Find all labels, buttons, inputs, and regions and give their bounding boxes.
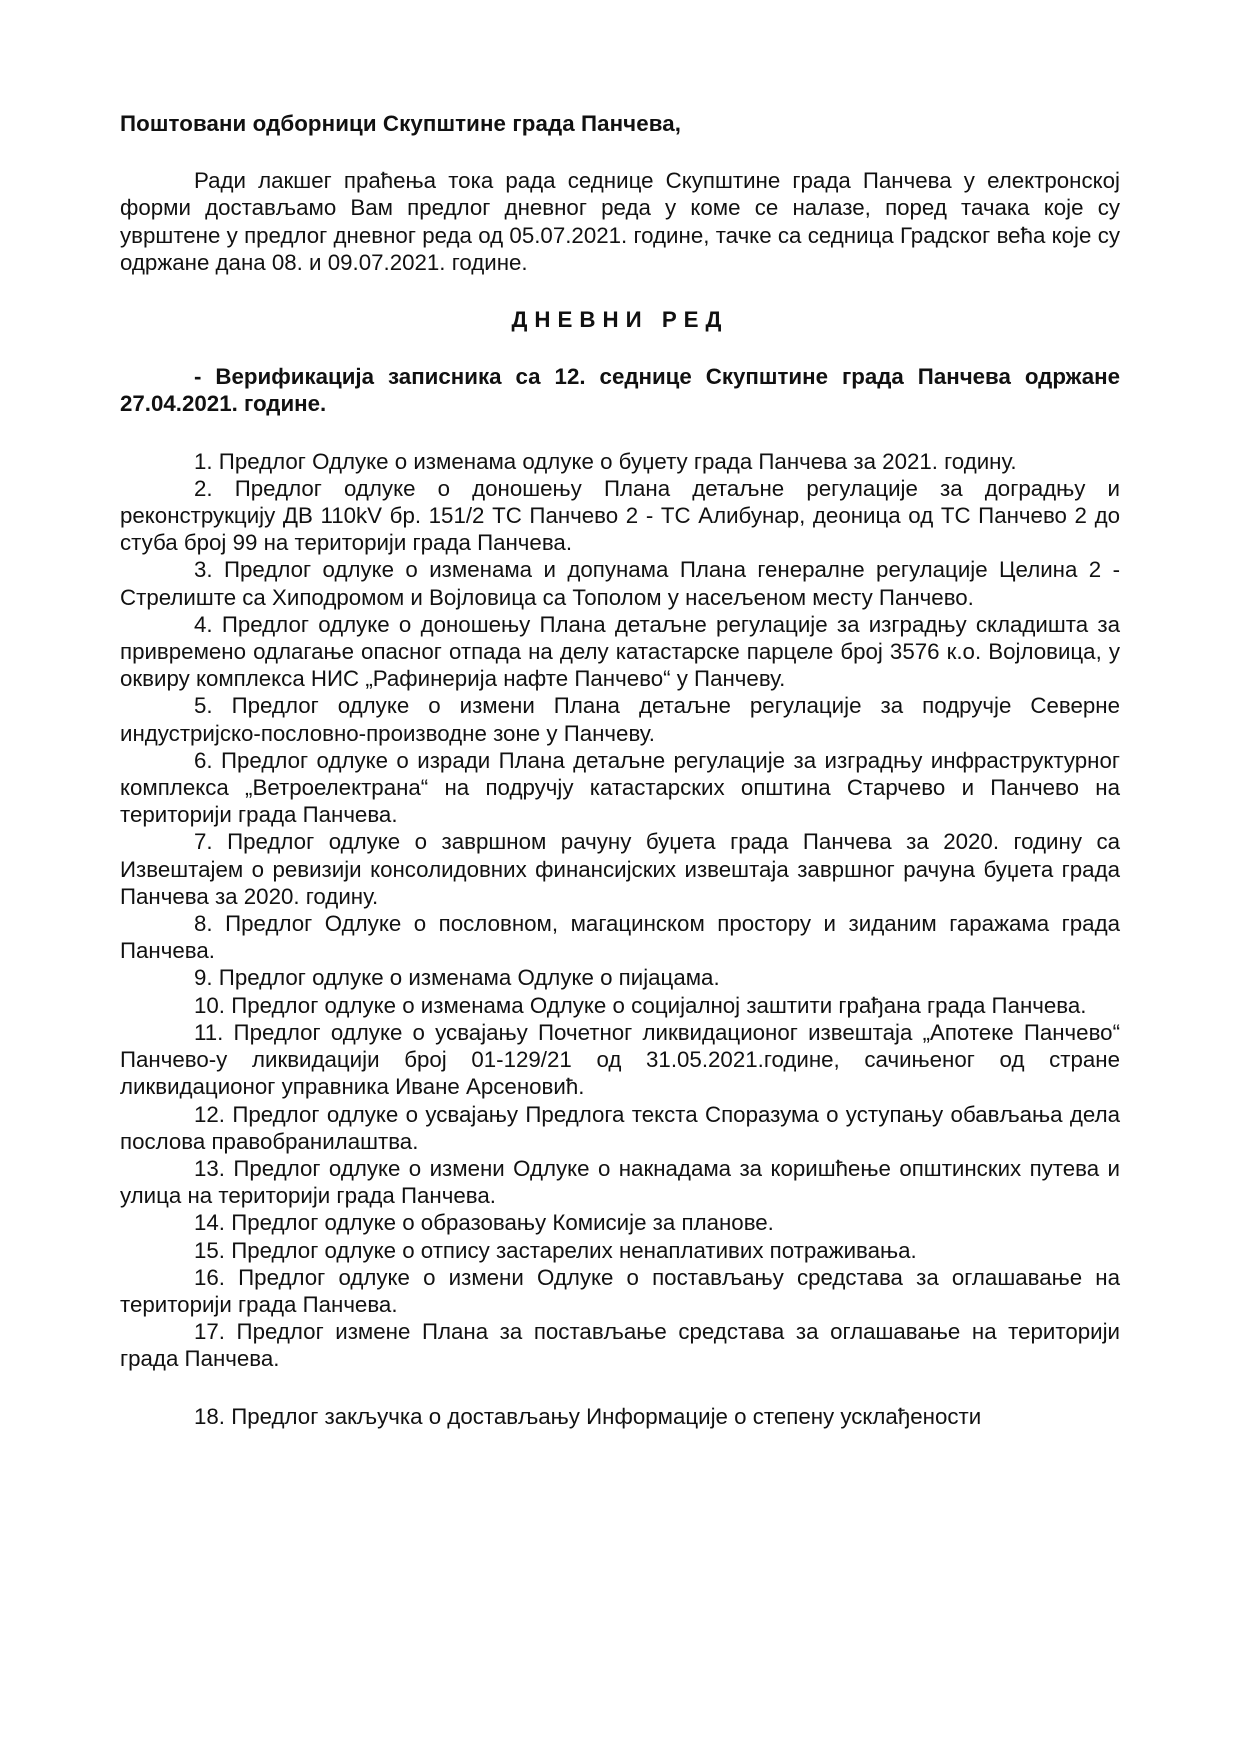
agenda-item: 4. Предлог одлуке о доношењу Плана детаљне регулације за изградњу складишта за привремено одлагање опасног отпада на делу катастарске парцеле број 3576 к.о. Војловица, у оквиру комплекса НИС „Рафинерија нафте Панчево“ у Панчеву.	[120, 611, 1120, 692]
agenda-item: 16. Предлог одлуке о измени Одлуке о постављању средстава за оглашавање на територији града Панчева.	[120, 1264, 1120, 1317]
agenda-item: 7. Предлог одлуке о завршном рачуну буџета града Панчева за 2020. годину са Извештајем о ревизији консолидовних финансијских извештаја завршног рачуна буџета града Панчева за 2020. годину.	[120, 829, 1120, 909]
agenda-item: 6. Предлог одлуке о изради Плана детаљне регулације за изградњу инфраструктурног комплекса „Ветроелектрана“ на подручју катастарских општина Старчево и Панчево на територији града Панчева.	[120, 747, 1120, 828]
agenda-item: 14. Предлог одлуке о образовању Комисије за планове.	[194, 1210, 774, 1236]
agenda-title: ДНЕВНИ РЕД	[511, 307, 729, 333]
agenda-item: 10. Предлог одлуке о изменама Одлуке о социјалној заштити грађана града Панчева.	[194, 992, 1087, 1018]
agenda-items-list	[120, 448, 1120, 1430]
agenda-item: 3. Предлог одлуке о изменама и допунама Плана генералне регулације Целина 2 - Стрелиште са Хиподромом и Војловица са Тополом у насељеном месту Панчево.	[120, 557, 1120, 610]
agenda-item: 8. Предлог Одлуке о пословном, магацинском простору и зиданим гаражама града Панчева.	[120, 911, 1120, 964]
agenda-item: 11. Предлог одлуке о усвајању Почетног ликвидационог извештаја „Апотеке Панчево“ Панчево-у ликвидацији број 01-129/21 од 31.05.2021.године, сачињеног од стране ликвидационог управника Иване Арсеновић.	[120, 1019, 1120, 1100]
agenda-item: 15. Предлог одлуке о отпису застарелих ненаплативих потраживања.	[194, 1237, 917, 1263]
document-page	[120, 110, 1120, 1430]
agenda-item: 1. Предлог Одлуке о изменама одлуке о буџету града Панчева за 2021. годину.	[194, 448, 1017, 474]
agenda-item: 9. Предлог одлуке о изменама Одлуке о пијацама.	[194, 965, 720, 991]
agenda-item: 17. Предлог измене Плана за постављање средстава за оглашавање на територији града Панчева.	[120, 1319, 1120, 1372]
agenda-item: 12. Предлог одлуке о усвајању Предлога текста Споразума о уступању обављања дела послова правобранилаштва.	[120, 1101, 1120, 1154]
agenda-item: 5. Предлог одлуке о измени Плана детаљне регулације за подручје Северне индустријско-пословно-производне зоне у Панчеву.	[120, 693, 1120, 746]
agenda-item: 18. Предлог закључка о достављању Информације о степену усклађености	[194, 1403, 982, 1429]
greeting: Поштовани одборници Скупштине града Панчева,	[120, 111, 682, 136]
agenda-item: 2. Предлог одлуке о доношењу Плана детаљне регулације за доградњу и реконструкцију ДВ 110kV бр. 151/2 ТС Панчево 2 - ТС Алибунар, деоница од ТС Панчево 2 до стуба број 99 на територији града Панчева.	[120, 475, 1120, 556]
agenda-item: 13. Предлог одлуке о измени Одлуке о накнадама за коришћење општинских путева и улица на територији града Панчева.	[120, 1155, 1120, 1209]
verification-item: - Верификација записника са 12. седнице Скупштине града Панчева одржане 27.04.2021. године.	[120, 364, 1120, 417]
intro-paragraph: Ради лакшег праћења тока рада седнице Скупштине града Панчева у електронској форми достављамо Вам предлог дневног реда у коме се налазе, поред тачака које су уврштене у предлог дневног реда од 05.07.2021. године, тачке са седница Градског већа које су одржане дана 08. и 09.07.2021. године.	[120, 168, 1120, 275]
